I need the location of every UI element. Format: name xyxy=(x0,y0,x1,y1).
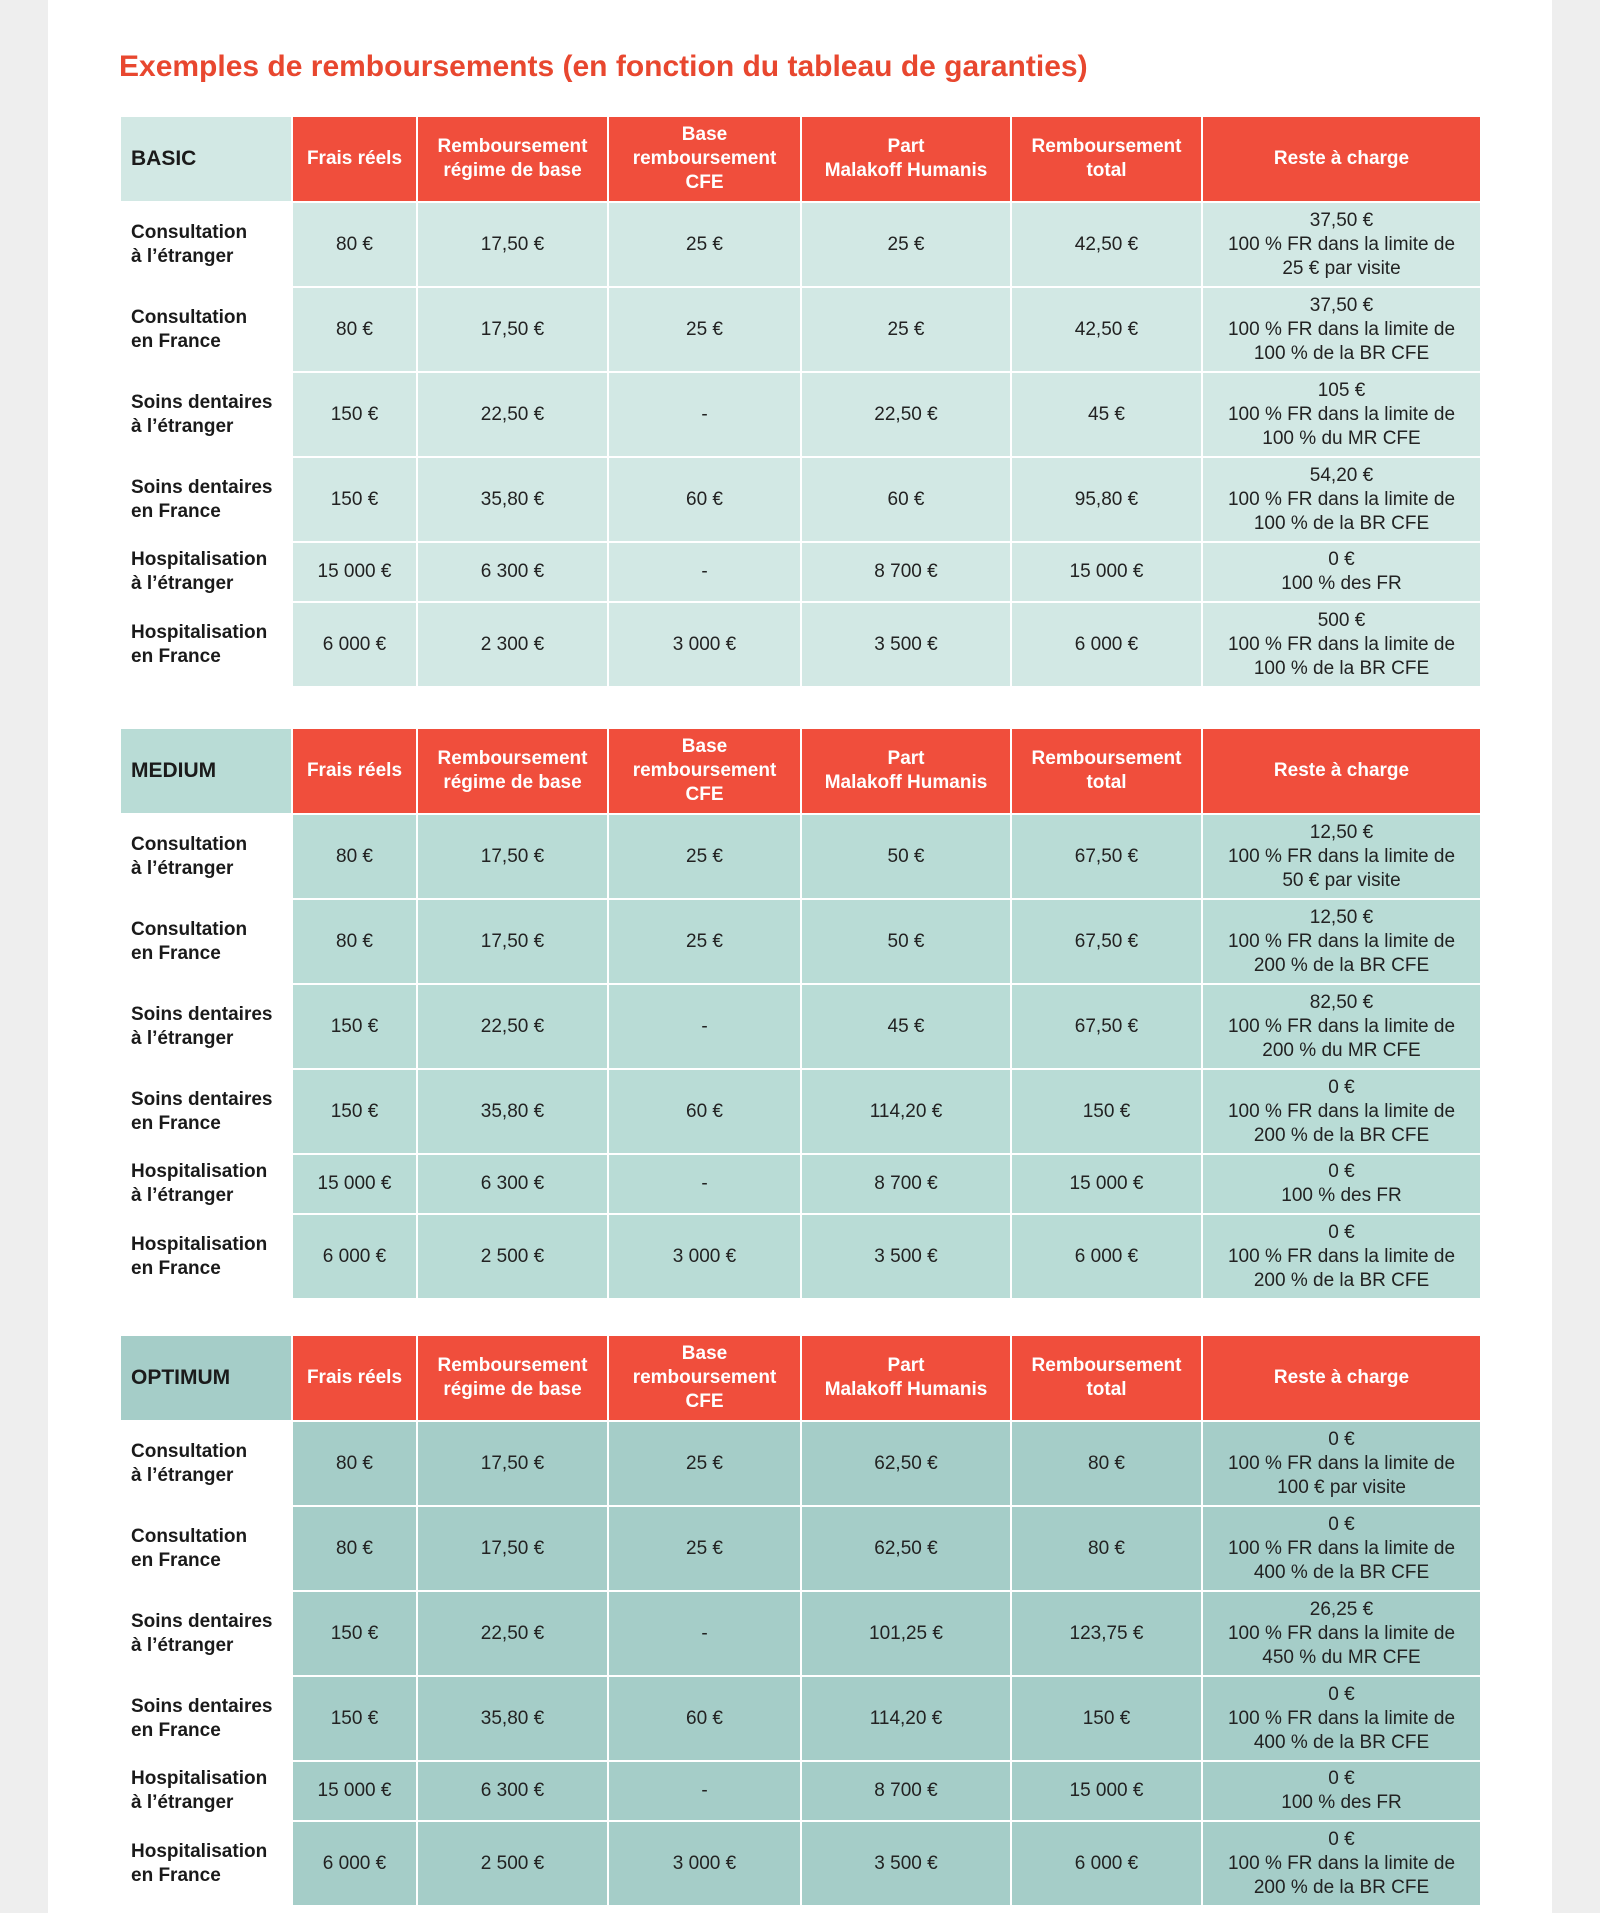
cell-reste-a-charge: 0 € 100 % FR dans la limite de 400 % de la BR CFE xyxy=(1202,1506,1481,1591)
cell-frais-reels: 80 € xyxy=(292,202,417,287)
cell-remboursement-total: 6 000 € xyxy=(1011,1821,1202,1906)
table-level-label: OPTIMUM xyxy=(120,1335,292,1421)
cell-remboursement-total: 15 000 € xyxy=(1011,1761,1202,1821)
cell-part-malakoff: 60 € xyxy=(801,457,1011,542)
cell-remboursement-total: 150 € xyxy=(1011,1069,1202,1154)
cell-part-malakoff: 22,50 € xyxy=(801,372,1011,457)
row-label: Consultation à l’étranger xyxy=(120,814,292,899)
row-label: Hospitalisation en France xyxy=(120,602,292,687)
cell-part-malakoff: 8 700 € xyxy=(801,542,1011,602)
cell-part-malakoff: 101,25 € xyxy=(801,1591,1011,1676)
cell-frais-reels: 150 € xyxy=(292,372,417,457)
column-header-frais-reels: Frais réels xyxy=(292,728,417,814)
cell-frais-reels: 6 000 € xyxy=(292,1214,417,1299)
row-label: Soins dentaires à l’étranger xyxy=(120,1591,292,1676)
cell-reste-a-charge: 0 € 100 % des FR xyxy=(1202,1154,1481,1214)
cell-remboursement-regime: 2 300 € xyxy=(417,602,608,687)
table-row xyxy=(120,202,1481,287)
cell-remboursement-total: 123,75 € xyxy=(1011,1591,1202,1676)
column-header-frais-reels: Frais réels xyxy=(292,116,417,202)
cell-reste-a-charge: 12,50 € 100 % FR dans la limite de 200 % de la BR CFE xyxy=(1202,899,1481,984)
cell-reste-a-charge: 0 € 100 % FR dans la limite de 200 % de la BR CFE xyxy=(1202,1214,1481,1299)
row-label: Soins dentaires en France xyxy=(120,1069,292,1154)
basic-reimbursement-table xyxy=(119,115,1482,688)
cell-reste-a-charge: 500 € 100 % FR dans la limite de 100 % de la BR CFE xyxy=(1202,602,1481,687)
table-level-label: MEDIUM xyxy=(120,728,292,814)
row-label: Consultation en France xyxy=(120,899,292,984)
column-header-reste-a-charge: Reste à charge xyxy=(1202,116,1481,202)
row-label: Soins dentaires en France xyxy=(120,457,292,542)
row-label: Hospitalisation à l’étranger xyxy=(120,1761,292,1821)
cell-reste-a-charge: 0 € 100 % FR dans la limite de 200 % de la BR CFE xyxy=(1202,1821,1481,1906)
table-row xyxy=(120,372,1481,457)
cell-base-cfe: 60 € xyxy=(608,1069,801,1154)
cell-frais-reels: 150 € xyxy=(292,1069,417,1154)
cell-base-cfe: 25 € xyxy=(608,202,801,287)
cell-remboursement-regime: 17,50 € xyxy=(417,287,608,372)
cell-base-cfe: - xyxy=(608,542,801,602)
table-row xyxy=(120,1154,1481,1214)
cell-reste-a-charge: 0 € 100 % des FR xyxy=(1202,1761,1481,1821)
cell-frais-reels: 80 € xyxy=(292,899,417,984)
cell-remboursement-total: 15 000 € xyxy=(1011,1154,1202,1214)
row-label: Consultation à l’étranger xyxy=(120,202,292,287)
cell-part-malakoff: 3 500 € xyxy=(801,1821,1011,1906)
row-label: Hospitalisation en France xyxy=(120,1214,292,1299)
column-header-reste-a-charge: Reste à charge xyxy=(1202,1335,1481,1421)
cell-remboursement-total: 67,50 € xyxy=(1011,984,1202,1069)
table-level-label: BASIC xyxy=(120,116,292,202)
column-header-base-cfe: Base remboursement CFE xyxy=(608,116,801,202)
cell-reste-a-charge: 82,50 € 100 % FR dans la limite de 200 % du MR CFE xyxy=(1202,984,1481,1069)
cell-part-malakoff: 3 500 € xyxy=(801,602,1011,687)
cell-remboursement-regime: 17,50 € xyxy=(417,1421,608,1506)
cell-base-cfe: - xyxy=(608,372,801,457)
column-header-part-malakoff: Part Malakoff Humanis xyxy=(801,1335,1011,1421)
cell-frais-reels: 6 000 € xyxy=(292,602,417,687)
row-label: Consultation en France xyxy=(120,287,292,372)
cell-frais-reels: 6 000 € xyxy=(292,1821,417,1906)
table-row xyxy=(120,602,1481,687)
table-row xyxy=(120,1821,1481,1906)
cell-remboursement-regime: 35,80 € xyxy=(417,457,608,542)
cell-remboursement-regime: 35,80 € xyxy=(417,1069,608,1154)
cell-part-malakoff: 8 700 € xyxy=(801,1761,1011,1821)
column-header-base-cfe: Base remboursement CFE xyxy=(608,1335,801,1421)
column-header-remboursement-total: Remboursement total xyxy=(1011,728,1202,814)
cell-remboursement-regime: 17,50 € xyxy=(417,1506,608,1591)
cell-remboursement-total: 67,50 € xyxy=(1011,814,1202,899)
column-header-base-cfe: Base remboursement CFE xyxy=(608,728,801,814)
cell-remboursement-total: 80 € xyxy=(1011,1421,1202,1506)
cell-remboursement-regime: 17,50 € xyxy=(417,202,608,287)
cell-part-malakoff: 62,50 € xyxy=(801,1421,1011,1506)
cell-part-malakoff: 25 € xyxy=(801,202,1011,287)
cell-frais-reels: 80 € xyxy=(292,1506,417,1591)
cell-part-malakoff: 3 500 € xyxy=(801,1214,1011,1299)
row-label: Soins dentaires à l’étranger xyxy=(120,984,292,1069)
cell-base-cfe: 3 000 € xyxy=(608,1821,801,1906)
cell-remboursement-regime: 2 500 € xyxy=(417,1214,608,1299)
cell-reste-a-charge: 0 € 100 % des FR xyxy=(1202,542,1481,602)
cell-base-cfe: 25 € xyxy=(608,287,801,372)
column-header-remboursement-regime: Remboursement régime de base xyxy=(417,728,608,814)
row-label: Soins dentaires en France xyxy=(120,1676,292,1761)
cell-remboursement-total: 42,50 € xyxy=(1011,287,1202,372)
table-row xyxy=(120,1069,1481,1154)
cell-frais-reels: 150 € xyxy=(292,457,417,542)
cell-base-cfe: - xyxy=(608,1154,801,1214)
cell-base-cfe: 60 € xyxy=(608,1676,801,1761)
cell-remboursement-total: 150 € xyxy=(1011,1676,1202,1761)
cell-remboursement-regime: 2 500 € xyxy=(417,1821,608,1906)
cell-reste-a-charge: 26,25 € 100 % FR dans la limite de 450 % du MR CFE xyxy=(1202,1591,1481,1676)
row-label: Consultation à l’étranger xyxy=(120,1421,292,1506)
cell-reste-a-charge: 54,20 € 100 % FR dans la limite de 100 % de la BR CFE xyxy=(1202,457,1481,542)
table-row xyxy=(120,1676,1481,1761)
table-row xyxy=(120,984,1481,1069)
column-header-remboursement-total: Remboursement total xyxy=(1011,116,1202,202)
table-row xyxy=(120,1506,1481,1591)
medium-reimbursement-table xyxy=(119,727,1482,1300)
page-title: Exemples de remboursements (en fonction du tableau de garanties) xyxy=(119,50,1088,83)
cell-remboursement-regime: 22,50 € xyxy=(417,1591,608,1676)
row-label: Hospitalisation en France xyxy=(120,1821,292,1906)
cell-frais-reels: 80 € xyxy=(292,814,417,899)
cell-reste-a-charge: 37,50 € 100 % FR dans la limite de 25 € par visite xyxy=(1202,202,1481,287)
cell-reste-a-charge: 12,50 € 100 % FR dans la limite de 50 € par visite xyxy=(1202,814,1481,899)
column-header-part-malakoff: Part Malakoff Humanis xyxy=(801,116,1011,202)
cell-part-malakoff: 8 700 € xyxy=(801,1154,1011,1214)
row-label: Soins dentaires à l’étranger xyxy=(120,372,292,457)
cell-part-malakoff: 25 € xyxy=(801,287,1011,372)
cell-part-malakoff: 50 € xyxy=(801,814,1011,899)
cell-frais-reels: 80 € xyxy=(292,1421,417,1506)
cell-frais-reels: 150 € xyxy=(292,1676,417,1761)
optimum-reimbursement-table xyxy=(119,1334,1482,1907)
cell-part-malakoff: 62,50 € xyxy=(801,1506,1011,1591)
cell-remboursement-regime: 35,80 € xyxy=(417,1676,608,1761)
cell-frais-reels: 15 000 € xyxy=(292,1761,417,1821)
cell-remboursement-total: 6 000 € xyxy=(1011,1214,1202,1299)
cell-base-cfe: - xyxy=(608,1761,801,1821)
cell-remboursement-regime: 22,50 € xyxy=(417,372,608,457)
table-row xyxy=(120,1761,1481,1821)
column-header-part-malakoff: Part Malakoff Humanis xyxy=(801,728,1011,814)
cell-part-malakoff: 45 € xyxy=(801,984,1011,1069)
table-row xyxy=(120,457,1481,542)
table-row xyxy=(120,542,1481,602)
cell-base-cfe: 25 € xyxy=(608,1421,801,1506)
table-row xyxy=(120,1421,1481,1506)
row-label: Consultation en France xyxy=(120,1506,292,1591)
cell-frais-reels: 150 € xyxy=(292,1591,417,1676)
cell-frais-reels: 80 € xyxy=(292,287,417,372)
cell-remboursement-total: 80 € xyxy=(1011,1506,1202,1591)
cell-frais-reels: 15 000 € xyxy=(292,1154,417,1214)
cell-reste-a-charge: 37,50 € 100 % FR dans la limite de 100 % de la BR CFE xyxy=(1202,287,1481,372)
cell-base-cfe: 3 000 € xyxy=(608,602,801,687)
cell-part-malakoff: 114,20 € xyxy=(801,1676,1011,1761)
cell-remboursement-regime: 6 300 € xyxy=(417,542,608,602)
cell-base-cfe: 60 € xyxy=(608,457,801,542)
cell-remboursement-regime: 17,50 € xyxy=(417,814,608,899)
cell-base-cfe: 25 € xyxy=(608,1506,801,1591)
table-row xyxy=(120,1591,1481,1676)
cell-remboursement-regime: 6 300 € xyxy=(417,1154,608,1214)
cell-reste-a-charge: 0 € 100 % FR dans la limite de 100 € par visite xyxy=(1202,1421,1481,1506)
table-row xyxy=(120,814,1481,899)
cell-part-malakoff: 114,20 € xyxy=(801,1069,1011,1154)
column-header-remboursement-regime: Remboursement régime de base xyxy=(417,1335,608,1421)
cell-reste-a-charge: 0 € 100 % FR dans la limite de 400 % de la BR CFE xyxy=(1202,1676,1481,1761)
cell-remboursement-regime: 22,50 € xyxy=(417,984,608,1069)
cell-part-malakoff: 50 € xyxy=(801,899,1011,984)
column-header-reste-a-charge: Reste à charge xyxy=(1202,728,1481,814)
cell-remboursement-total: 42,50 € xyxy=(1011,202,1202,287)
cell-base-cfe: 3 000 € xyxy=(608,1214,801,1299)
cell-frais-reels: 15 000 € xyxy=(292,542,417,602)
column-header-frais-reels: Frais réels xyxy=(292,1335,417,1421)
row-label: Hospitalisation à l’étranger xyxy=(120,1154,292,1214)
cell-base-cfe: 25 € xyxy=(608,814,801,899)
cell-remboursement-total: 6 000 € xyxy=(1011,602,1202,687)
cell-remboursement-regime: 6 300 € xyxy=(417,1761,608,1821)
cell-reste-a-charge: 105 € 100 % FR dans la limite de 100 % du MR CFE xyxy=(1202,372,1481,457)
cell-base-cfe: - xyxy=(608,984,801,1069)
column-header-remboursement-regime: Remboursement régime de base xyxy=(417,116,608,202)
cell-remboursement-regime: 17,50 € xyxy=(417,899,608,984)
cell-base-cfe: 25 € xyxy=(608,899,801,984)
cell-remboursement-total: 67,50 € xyxy=(1011,899,1202,984)
table-row xyxy=(120,1214,1481,1299)
row-label: Hospitalisation à l’étranger xyxy=(120,542,292,602)
document-page xyxy=(48,0,1552,1913)
table-row xyxy=(120,287,1481,372)
column-header-remboursement-total: Remboursement total xyxy=(1011,1335,1202,1421)
cell-remboursement-total: 45 € xyxy=(1011,372,1202,457)
cell-reste-a-charge: 0 € 100 % FR dans la limite de 200 % de la BR CFE xyxy=(1202,1069,1481,1154)
cell-frais-reels: 150 € xyxy=(292,984,417,1069)
cell-base-cfe: - xyxy=(608,1591,801,1676)
table-row xyxy=(120,899,1481,984)
cell-remboursement-total: 15 000 € xyxy=(1011,542,1202,602)
cell-remboursement-total: 95,80 € xyxy=(1011,457,1202,542)
